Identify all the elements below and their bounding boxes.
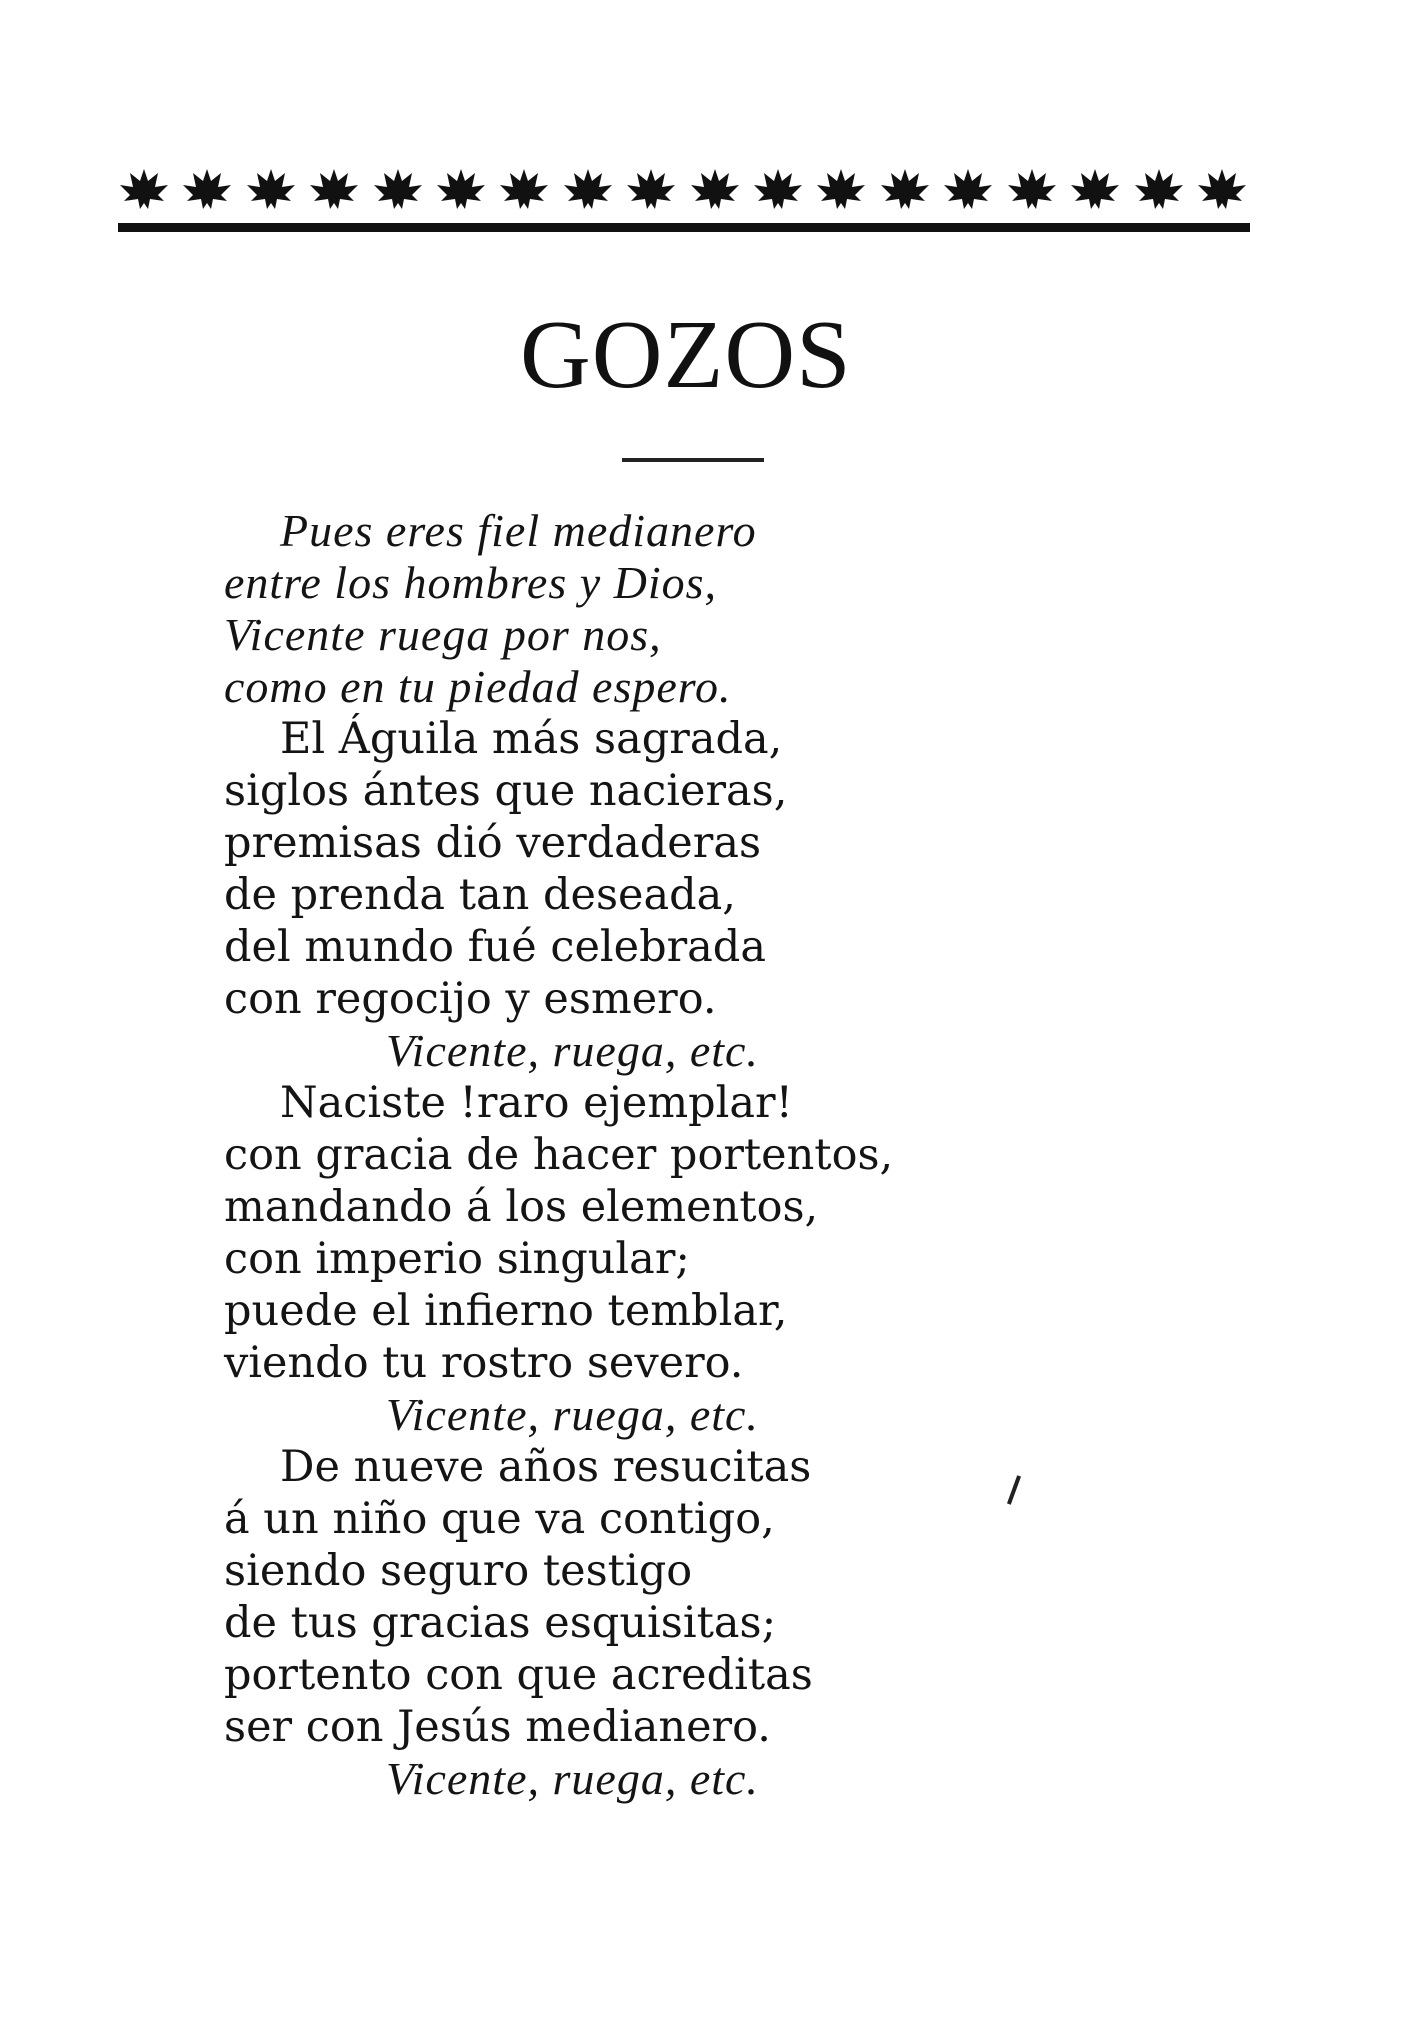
leaf-ornament-icon	[879, 165, 931, 213]
stanza-line: viendo tu rostro severo.	[224, 1338, 744, 1388]
stanza-line: de prenda tan deseada,	[224, 870, 736, 920]
stanza-line: siendo seguro testigo	[224, 1546, 693, 1596]
refrain-line: Vicente, ruega, etc.	[386, 1389, 759, 1440]
top-rule	[118, 223, 1250, 232]
stanza-line: siglos ántes que nacieras,	[224, 766, 788, 816]
leaf-ornament-icon	[689, 165, 741, 213]
page-title: GOZOS	[520, 301, 852, 409]
stanza-line: de tus gracias esquisitas;	[224, 1598, 777, 1648]
leaf-ornament-icon	[562, 165, 614, 213]
title-divider	[622, 458, 764, 462]
stanza-line: premisas dió verdaderas	[224, 818, 762, 868]
intro-line: como en tu piedad espero.	[224, 661, 732, 712]
leaf-ornament-icon	[1133, 165, 1185, 213]
leaf-ornament-icon	[1069, 165, 1121, 213]
ornament-band	[118, 158, 1248, 220]
poem	[224, 505, 1224, 1805]
stanza-line: del mundo fué celebrada	[224, 922, 766, 972]
leaf-ornament-icon	[308, 165, 360, 213]
stanza-line: portento con que acreditas	[224, 1650, 813, 1700]
intro-line: Pues eres fiel medianero	[280, 505, 757, 556]
leaf-ornament-icon	[181, 165, 233, 213]
stanza-line: con imperio singular;	[224, 1234, 690, 1284]
leaf-ornament-icon	[1006, 165, 1058, 213]
leaf-ornament-icon	[1196, 165, 1248, 213]
intro-line: Vicente ruega por nos,	[224, 609, 662, 660]
stanza-line: mandando á los elementos,	[224, 1182, 819, 1232]
stanza-line: De nueve años resucitas	[280, 1442, 812, 1492]
stanza-line: con regocijo y esmero.	[224, 974, 717, 1024]
stanza-line: á un niño que va contigo,	[224, 1494, 775, 1544]
leaf-ornament-icon	[245, 165, 297, 213]
stanza-line: El Águila más sagrada,	[280, 714, 783, 764]
stanza-line: con gracia de hacer portentos,	[224, 1130, 894, 1180]
leaf-ornament-icon	[942, 165, 994, 213]
leaf-ornament-icon	[752, 165, 804, 213]
stanza-line: Naciste !raro ejemplar!	[280, 1078, 793, 1128]
leaf-ornament-icon	[625, 165, 677, 213]
leaf-ornament-icon	[435, 165, 487, 213]
stanza-line: ser con Jesús medianero.	[224, 1702, 771, 1752]
leaf-ornament-icon	[372, 165, 424, 213]
leaf-ornament-icon	[815, 165, 867, 213]
intro-line: entre los hombres y Dios,	[224, 557, 718, 608]
stanza-line: puede el infierno temblar,	[224, 1286, 788, 1336]
refrain-line: Vicente, ruega, etc.	[386, 1753, 759, 1804]
leaf-ornament-icon	[498, 165, 550, 213]
refrain-line: Vicente, ruega, etc.	[386, 1025, 759, 1076]
leaf-ornament-icon	[118, 165, 170, 213]
